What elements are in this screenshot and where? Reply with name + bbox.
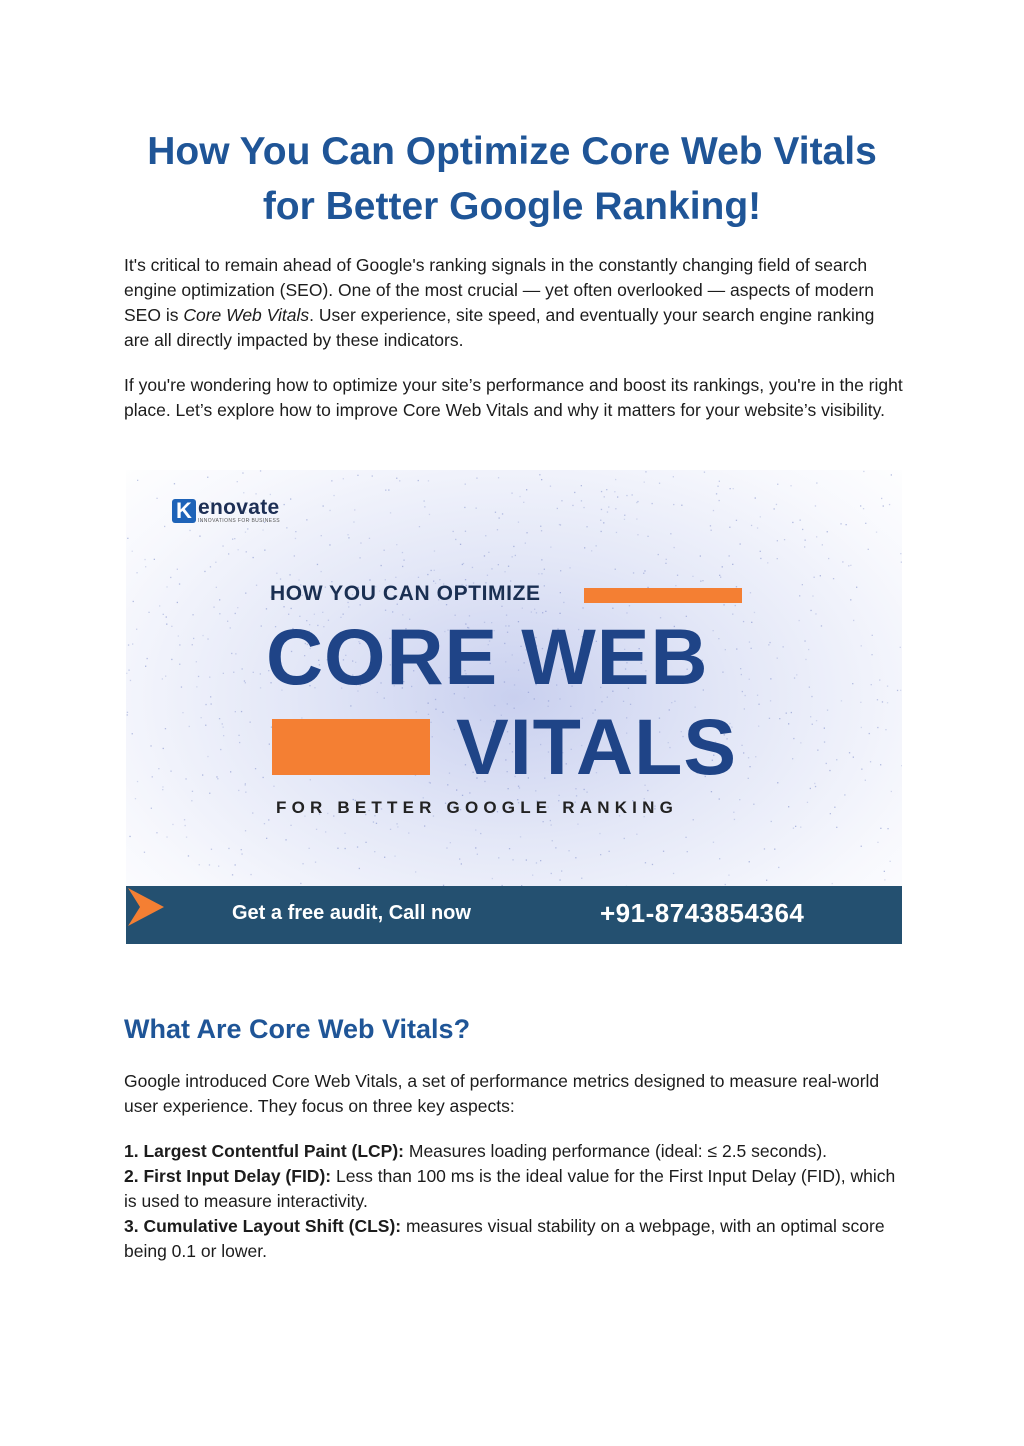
- banner-kicker: HOW YOU CAN OPTIMIZE: [270, 582, 541, 605]
- intro-text-start: It's critical to remain ahead of Google's ranking signals in the constantly changing field of search engine optimization (SEO). One of the most crucial — yet often overlooked — aspects of modern SEO is: [124, 255, 874, 325]
- promo-banner-image: [126, 470, 902, 944]
- section-heading: What Are Core Web Vitals?: [124, 1014, 471, 1044]
- section-intro: Google introduced Core Web Vitals, a set of performance metrics designed to measure real-world user experience. They focus on three key aspects:: [124, 1071, 880, 1116]
- banner-cta-strip: [126, 886, 902, 944]
- logo-tagline: INNOVATIONS FOR BUSINESS: [198, 518, 280, 524]
- metric-label: 3. Cumulative Layout Shift (CLS):: [124, 1216, 402, 1236]
- metric-text: Less than 100 ms is the ideal value for the First Input Delay (FID), which is used to measure interactivity.: [124, 1166, 896, 1211]
- intro-emphasis: Core Web Vitals: [183, 305, 310, 325]
- cta-text: Get a free audit, Call now: [232, 902, 471, 924]
- list-item: [124, 1166, 895, 1211]
- arrow-right-icon: [126, 886, 166, 928]
- kenovate-logo: [172, 498, 280, 524]
- page-title-line1: How You Can Optimize Core Web Vitals: [147, 130, 877, 173]
- phone-number: +91-8743854364: [600, 898, 805, 928]
- page-title: [100, 124, 924, 234]
- metrics-list: [124, 1139, 904, 1264]
- orange-accent-bar: [584, 588, 742, 603]
- metric-label: 2. First Input Delay (FID):: [124, 1166, 332, 1186]
- metric-label: 1. Largest Contentful Paint (LCP):: [124, 1141, 404, 1161]
- intro-paragraph: [124, 253, 904, 353]
- list-item: [124, 1216, 885, 1261]
- metric-text: measures visual stability on a webpage, with an optimal score being 0.1 or lower.: [124, 1216, 885, 1261]
- logo-name: enovate: [198, 496, 280, 519]
- orange-accent-block: [272, 719, 430, 775]
- intro-text-end: . User experience, site speed, and eventually your search engine ranking are all directly impacted by these indicators.: [124, 305, 875, 350]
- banner-subline: FOR BETTER GOOGLE RANKING: [276, 798, 678, 817]
- banner-headline-2: VITALS: [456, 702, 738, 791]
- metric-text: Measures loading performance (ideal: ≤ 2.5 seconds).: [404, 1141, 828, 1161]
- second-paragraph: If you're wondering how to optimize your site’s performance and boost its rankings, you're in the right place. Let’s explore how to improve Core Web Vitals and why it matters for your website’s visibility.: [124, 375, 903, 420]
- banner-headline-1: CORE WEB: [266, 612, 709, 701]
- list-item: [124, 1141, 827, 1161]
- page-title-line2: for Better Google Ranking!: [262, 185, 762, 228]
- logo-mark: K: [172, 499, 196, 523]
